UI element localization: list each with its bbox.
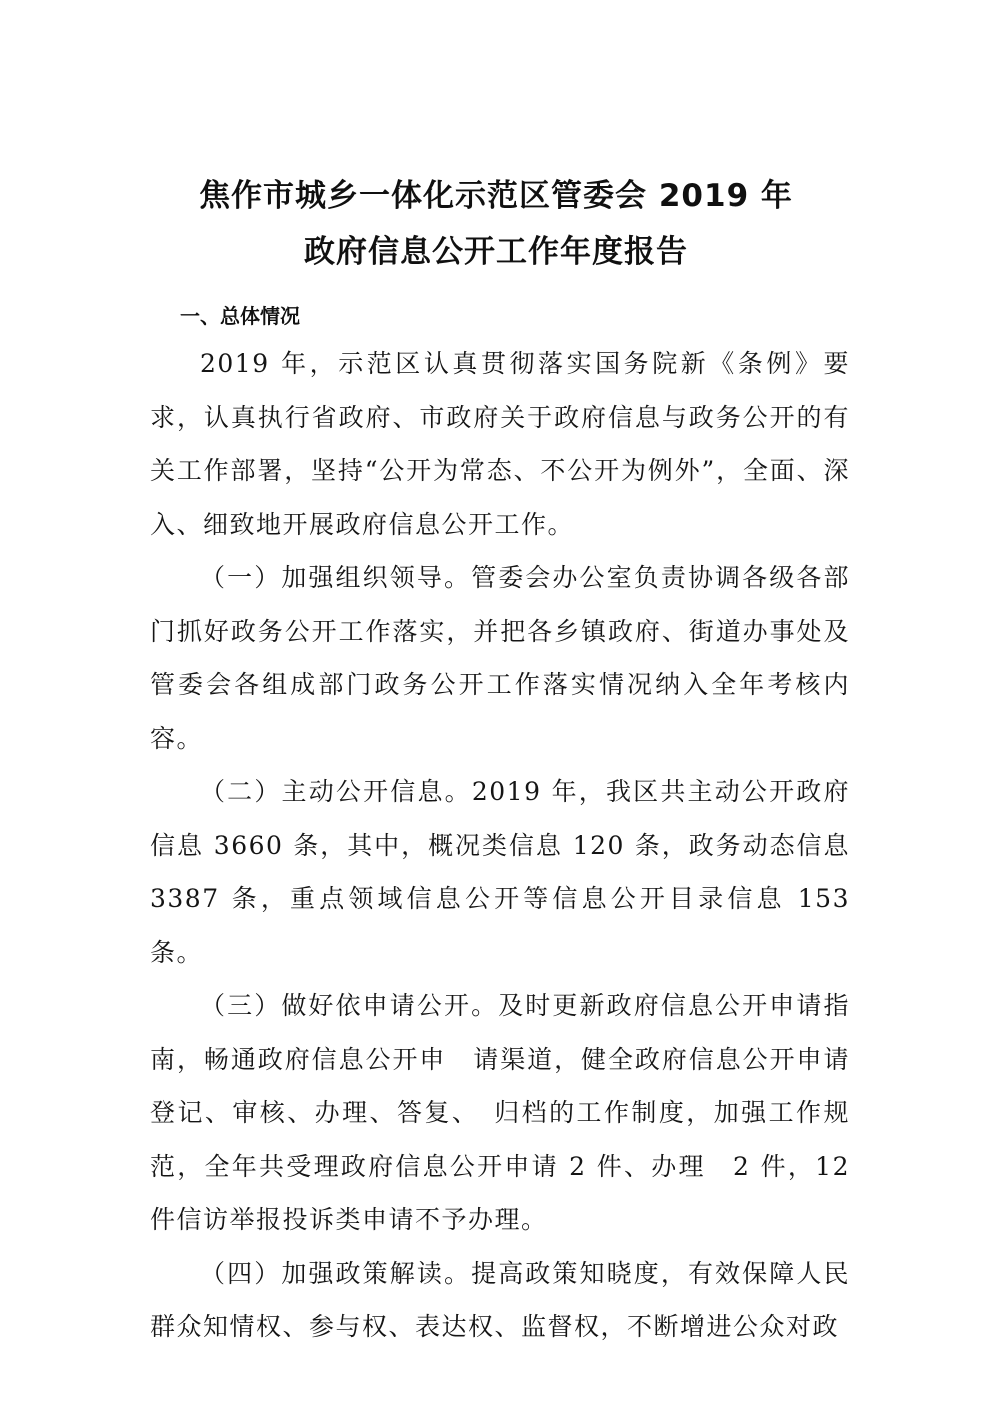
paragraph-overview: 2019 年，示范区认真贯彻落实国务院新《条例》要求，认真执行省政府、市政府关于政府信息与政务公开的有关工作部署，坚持“公开为常态、不公开为例外”，全面、深入、细致地开展政府信息公开工作。	[150, 349, 850, 539]
paragraph-active-disclosure: （二）主动公开信息。2019 年，我区共主动公开政府信息 3660 条，其中，概况类信息 120 条，政务动态信息 3387 条，重点领域信息公开等信息公开目录信息 153 条。	[150, 777, 850, 967]
paragraph-request-disclosure: （三）做好依申请公开。及时更新政府信息公开申请指南，畅通政府信息公开申 请渠道，健全政府信息公开申请登记、审核、办理、答复、 归档的工作制度，加强工作规范，全年共受理政府信息公开申请 2 件、办理 2 件，12 件信访举报投诉类申请不予办理。	[150, 991, 850, 1234]
paragraph-organization: （一）加强组织领导。管委会办公室负责协调各级各部门抓好政务公开工作落实，并把各乡镇政府、街道办事处及管委会各组成部门政务公开工作落实情况纳入全年考核内容。	[150, 563, 850, 753]
section-heading: 一、总体情况	[180, 304, 300, 328]
paragraph-policy-interpretation: （四）加强政策解读。提高政策知晓度，有效保障人民群众知情权、参与权、表达权、监督权，不断增进公众对政	[150, 1258, 850, 1341]
report-title-line-2: 政府信息公开工作年度报告	[304, 234, 688, 270]
report-title-line-1: 焦作市城乡一体化示范区管委会 2019 年	[199, 178, 793, 214]
report-body	[150, 337, 850, 1354]
